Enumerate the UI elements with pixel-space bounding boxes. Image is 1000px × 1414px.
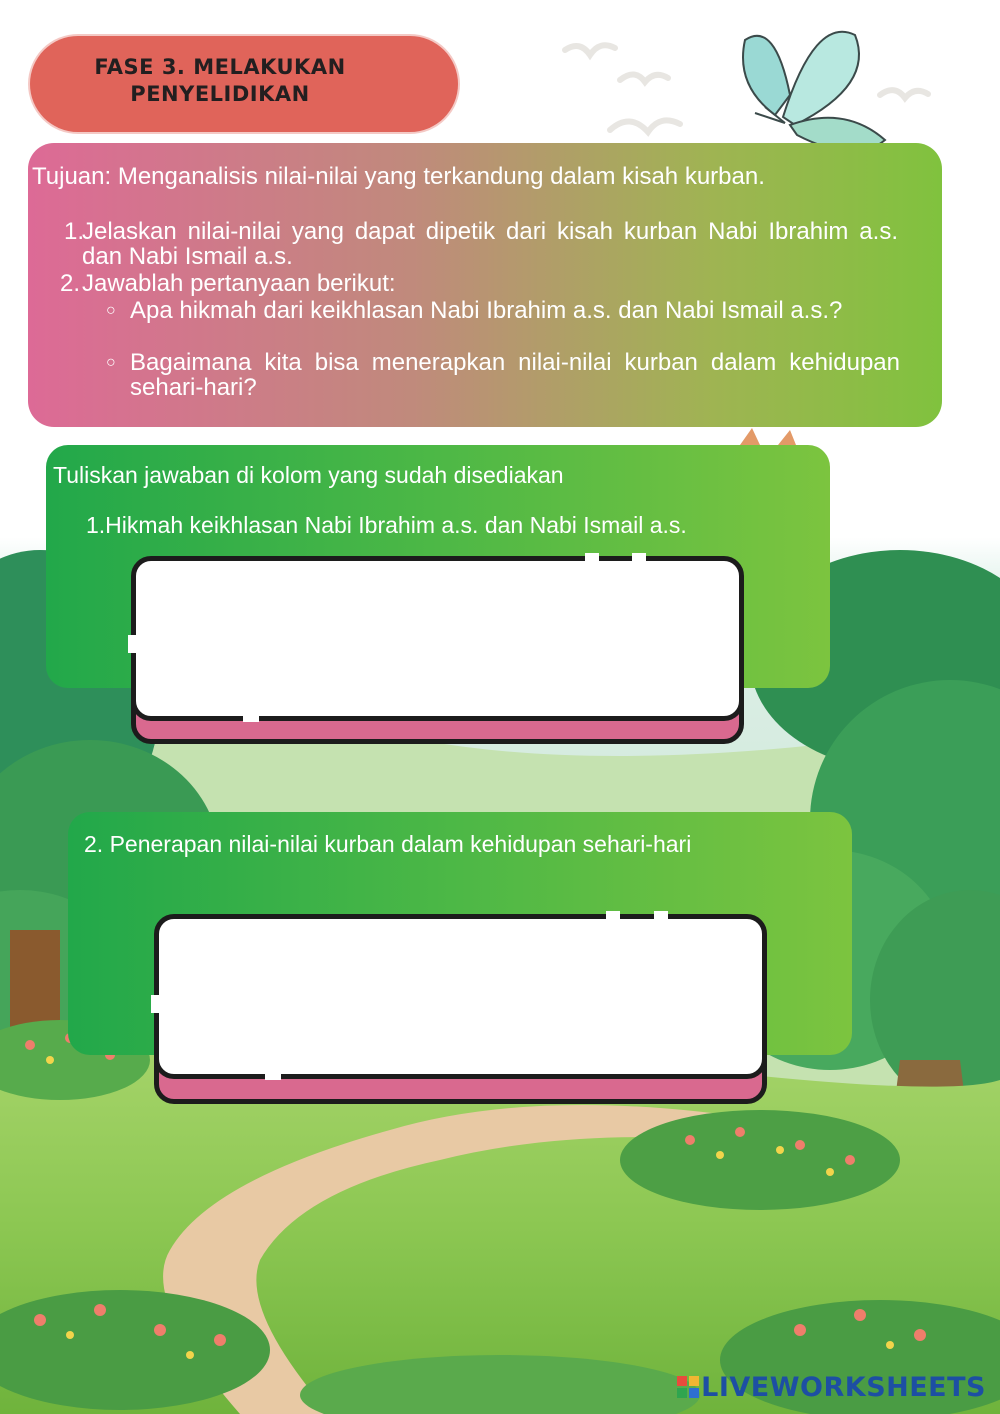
question-item-number: 1. [64, 218, 85, 245]
liveworksheets-logo-icon [677, 1376, 699, 1398]
answer-input-1[interactable] [131, 556, 744, 721]
phase-title: FASE 3. MELAKUKAN PENYELIDIKAN [94, 55, 346, 106]
box-border-gap [606, 911, 620, 921]
sub-question-2 [106, 350, 906, 402]
instruction-text: Tuliskan jawaban di kolom yang sudah disediakan [53, 462, 564, 488]
question-item-2 [60, 271, 900, 297]
answer-input-2[interactable] [154, 914, 767, 1079]
sub-question-1 [106, 298, 906, 350]
question-2-label: 2. Penerapan nilai-nilai kurban dalam kehidupan sehari-hari [84, 831, 692, 857]
box-border-gap [654, 911, 668, 921]
sub-question-text: Apa hikmah dari keikhlasan Nabi Ibrahim a.s. dan Nabi Ismail a.s.? [130, 297, 843, 324]
objective-heading: Tujuan: Menganalisis nilai-nilai yang terkandung dalam kisah kurban. [32, 163, 765, 190]
question-1-label: 1.Hikmah keikhlasan Nabi Ibrahim a.s. dan Nabi Ismail a.s. [86, 512, 687, 538]
question-item-number: 2. [60, 270, 81, 297]
box-border-gap [151, 995, 161, 1013]
liveworksheets-logo[interactable] [677, 1372, 986, 1403]
box-border-gap [632, 553, 646, 563]
question-item-1 [64, 219, 904, 271]
brand-name: LIVEWORKSHEETS [701, 1372, 986, 1403]
circle-bullet-icon: ○ [106, 354, 116, 371]
box-border-gap [265, 1070, 281, 1080]
box-border-gap [243, 712, 259, 722]
sub-question-text: Bagaimana kita bisa menerapkan nilai-nilai kurban dalam kehidupan sehari-hari? [130, 349, 900, 401]
circle-bullet-icon: ○ [106, 302, 116, 319]
box-border-gap [585, 553, 599, 563]
box-border-gap [128, 635, 138, 653]
question-item-text: Jelaskan nilai-nilai yang dapat dipetik dari kisah kurban Nabi Ibrahim a.s. dan Nabi Ismail a.s. [82, 218, 898, 270]
question-item-text: Jawablah pertanyaan berikut: [82, 270, 396, 297]
